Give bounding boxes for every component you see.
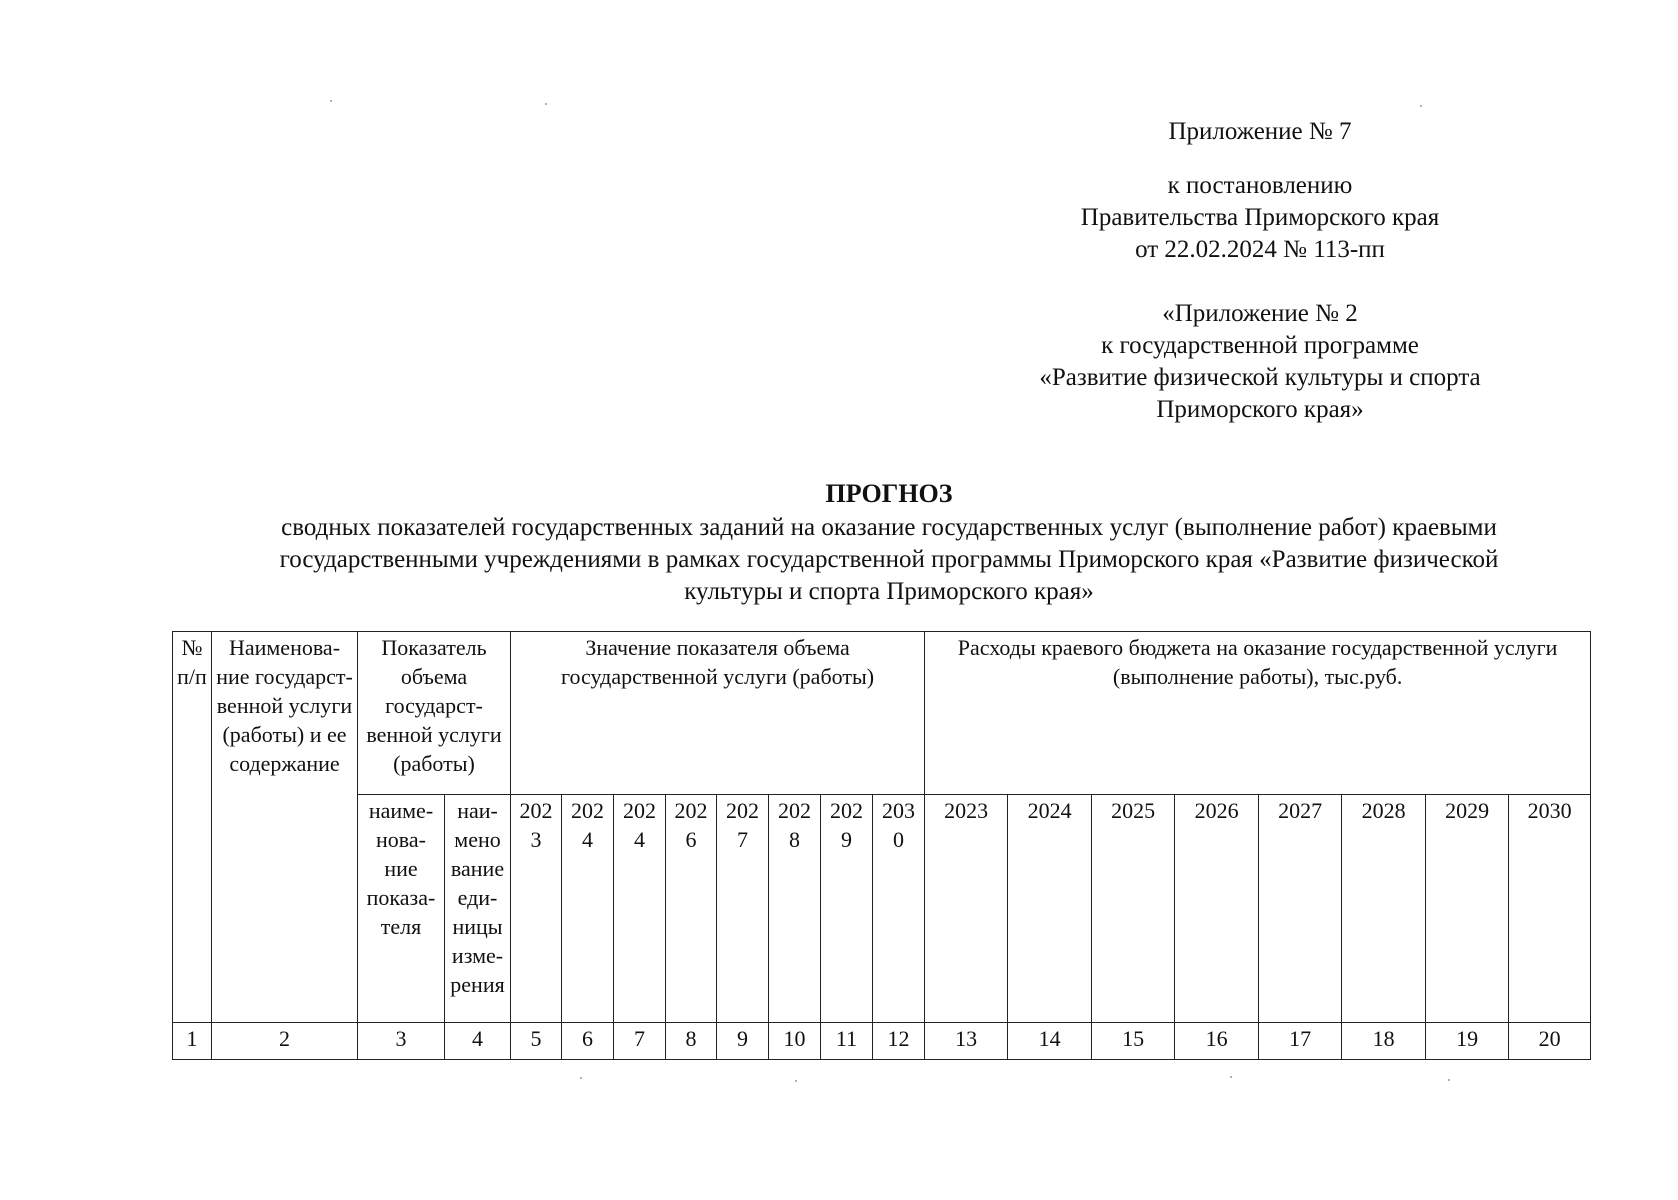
expense-year: 2023	[925, 795, 1008, 1023]
scan-speck	[1448, 1079, 1450, 1081]
volume-year: 202 9	[821, 795, 873, 1023]
volume-year: 202 4	[562, 795, 614, 1023]
column-number: 5	[511, 1023, 562, 1060]
forecast-table	[172, 631, 1591, 1060]
expense-year: 2027	[1259, 795, 1342, 1023]
program-line-3: «Развитие физической культуры и спорта	[1039, 364, 1481, 391]
header-indicator: Показатель объема государст-венной услуги (работы)	[358, 632, 511, 795]
expense-year: 2024	[1008, 795, 1092, 1023]
column-number: 15	[1092, 1023, 1175, 1060]
column-number: 16	[1175, 1023, 1259, 1060]
header-number: № п/п	[173, 632, 212, 1023]
column-number: 3	[358, 1023, 445, 1060]
volume-year: 202 8	[769, 795, 821, 1023]
subheader-unit-name: наи-мено вание еди-ницы изме-рения	[445, 795, 511, 1023]
volume-year: 202 7	[717, 795, 769, 1023]
column-number: 9	[717, 1023, 769, 1060]
decree-line-2: Правительства Приморского края	[1080, 204, 1440, 231]
expense-year: 2030	[1509, 795, 1591, 1023]
column-number: 14	[1008, 1023, 1092, 1060]
appendix-number-text: Приложение № 7	[1168, 118, 1352, 145]
header-service-name: Наименова-ние государст-венной услуги (работы) и ее содержание	[212, 632, 358, 1023]
column-number: 4	[445, 1023, 511, 1060]
header-budget-expenses: Расходы краевого бюджета на оказание государственной услуги (выполнение работы), тыс.руб.	[925, 632, 1591, 795]
volume-year: 202 4	[614, 795, 666, 1023]
scan-speck	[1420, 105, 1422, 107]
decree-line-3: от 22.02.2024 № 113-пп	[1135, 236, 1385, 263]
decree-line-1: к постановлению	[1167, 172, 1353, 199]
program-line-4: Приморского края»	[1156, 396, 1364, 423]
column-number: 6	[562, 1023, 614, 1060]
volume-year: 202 6	[666, 795, 717, 1023]
expense-year: 2025	[1092, 795, 1175, 1023]
scan-speck	[545, 103, 547, 105]
scan-speck	[795, 1080, 797, 1082]
volume-year: 202 3	[511, 795, 562, 1023]
scan-speck	[330, 100, 332, 102]
title-line-2: государственными учреждениями в рамках государственной программы Приморского края «Развитие физической	[279, 546, 1499, 573]
title-line-1: сводных показателей государственных заданий на оказание государственных услуг (выполнение работ) краевыми	[281, 514, 1497, 541]
column-number: 8	[666, 1023, 717, 1060]
title-heading: ПРОГНОЗ	[825, 479, 953, 508]
header-volume-value: Значение показателя объема государственной услуги (работы)	[511, 632, 925, 795]
program-appendix	[1000, 298, 1520, 426]
column-number: 7	[614, 1023, 666, 1060]
column-number: 2	[212, 1023, 358, 1060]
document-title	[150, 478, 1628, 608]
scan-speck	[580, 1077, 582, 1079]
program-line-1: «Приложение № 2	[1162, 300, 1358, 327]
column-number: 11	[821, 1023, 873, 1060]
volume-year: 203 0	[873, 795, 925, 1023]
scan-speck	[1230, 1076, 1232, 1078]
subheader-indicator-name: наиме-нова-ние показа-теля	[358, 795, 445, 1023]
program-line-2: к государственной программе	[1101, 332, 1419, 359]
expense-year: 2026	[1175, 795, 1259, 1023]
column-number: 20	[1509, 1023, 1591, 1060]
expense-year: 2029	[1426, 795, 1509, 1023]
column-number: 12	[873, 1023, 925, 1060]
column-number: 1	[173, 1023, 212, 1060]
column-number: 19	[1426, 1023, 1509, 1060]
appendix-number	[1000, 116, 1520, 148]
column-number: 10	[769, 1023, 821, 1060]
column-number: 18	[1342, 1023, 1426, 1060]
column-number: 17	[1259, 1023, 1342, 1060]
column-number: 13	[925, 1023, 1008, 1060]
expense-year: 2028	[1342, 795, 1426, 1023]
title-line-3: культуры и спорта Приморского края»	[684, 578, 1094, 605]
decree-reference	[1000, 170, 1520, 266]
